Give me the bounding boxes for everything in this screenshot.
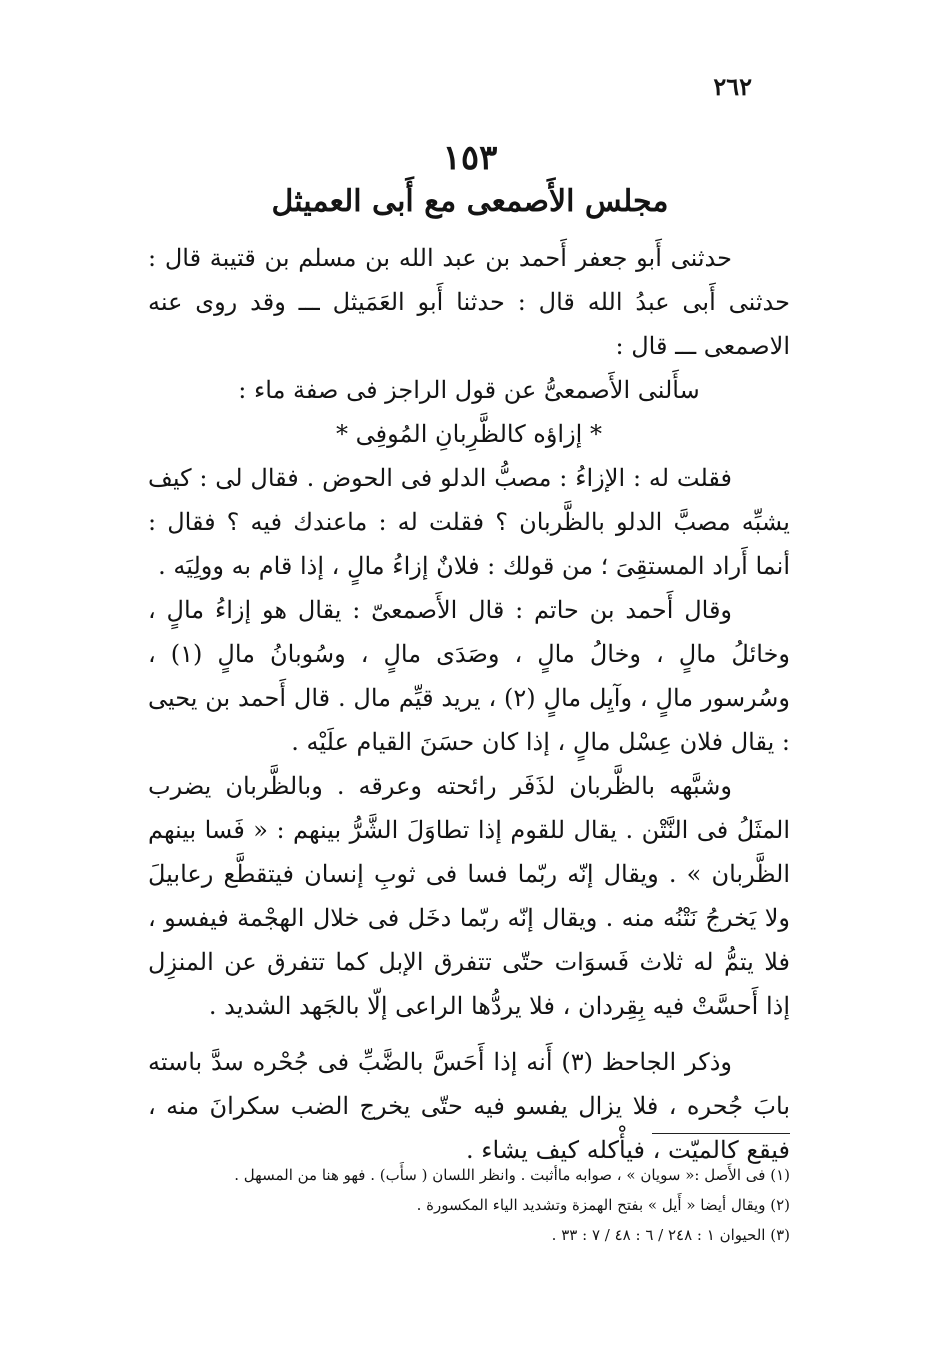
- paragraph-isnad: حدثنى أَبو جعفر أَحمد بن عبد الله بن مسلم بن قتيبة قال : حدثنى أَبى عبدُ الله قال : حدثنا أَبو العَمَيثل ـــ وقد روى عنه الاصمعى ـــ قال :: [148, 244, 790, 360]
- chapter-title: مجلس الأَصمعى مع أَبى العميثل: [271, 184, 669, 219]
- footnotes: [150, 1160, 790, 1250]
- page-number: ٢٦٢: [713, 72, 752, 101]
- body-text: [148, 236, 790, 1172]
- paragraph-ahmad-ibn-hatim: وقال أَحمد بن حاتم : قال الأَصمعىّ : يقال هو إزاءُ مالٍ ، وخائلُ مالٍ ، وخالُ مالٍ ، وصَدَى مالٍ ، وسُوبانُ مالٍ (١) ، وسُرسور مالٍ ، وآيِل مالٍ (٢) ، يريد قيِّم مال . قال أَحمد بن يحيى : يقال فلان عِسْل مالٍ ، إذا كان حسَنَ القيام علَيْه .: [148, 596, 790, 756]
- footnote-3: (٣) الحيوان ١ : ٢٤٨ / ٦ : ٤٨ / ٧ : ٣٣ .: [551, 1226, 790, 1244]
- footnote-divider: [652, 1133, 790, 1134]
- footnote-1: (١) فى الأَصل :« سويان » ، صوابه ماأثبت . وانظر اللسان ( سأَب) . فهو هنا من المسهل .: [234, 1166, 790, 1184]
- footnote-2: (٢) ويقال أيضا « أَيل » بفتح الهمزة وتشديد الياء المكسورة .: [416, 1196, 790, 1214]
- paragraph-answer: فقلت له : الإزاءُ : مصبُّ الدلو فى الحوض . فقال لى : كيف يشبِّه مصبَّ الدلو بالظَّربان ؟ فقلت له : ماعندك فيه ؟ فقال : أنما أَراد المستقِىَ ؛ من قولك : فلانٌ إزاءُ مالٍ ، إذا قام به وولِيَه .: [148, 464, 790, 580]
- paragraph-jahiz: وذكر الجاحظ (٣) أَنه إذا أَحَسَّ بالضَّبِّ فى جُحْره سدَّ باسته بابَ جُحره ، فلا يزال يفسو فيه حتّى يخرج الضب سكرانَ منه ، فيقع كالميّت ، فيأْكله كيف يشاء .: [148, 1048, 790, 1164]
- verse-line: * إزاؤه كالظَّرِبانِ المُوفِى *: [336, 420, 602, 448]
- paragraph-zariban: وشبَّهه بالظَّربان لذَفَر رائحته وعرقه . وبالظَّربان يضرب المثَلُ فى النَّتْن . يقال للقوم إذا تطاوَلَ الشَّرُّ بينهم : « فَسا بينهم الظَّربان » . ويقال إنّه ربّما فسا فى ثوبِ إنسان فيتقطَّع رعابيلَ ولا يَخرجُ نَتْنُه منه . ويقال إنّه ربّما دخَل فى خلال الهجْمة فيفسو ، فلا يتمُّ له ثلاث فَسوَات حتّى تتفرق الإبل كما تتفرق عن المنزِل إذا أَحسَّتْ فيه بِقِردان ، فلا يردُّها الراعى إلّا بالجَهد الشديد .: [148, 772, 791, 1020]
- chapter-number: ١٥٣: [442, 138, 498, 178]
- paragraph-question: سأَلنى الأَصمعىُّ عن قول الراجز فى صفة ماء :: [238, 376, 700, 404]
